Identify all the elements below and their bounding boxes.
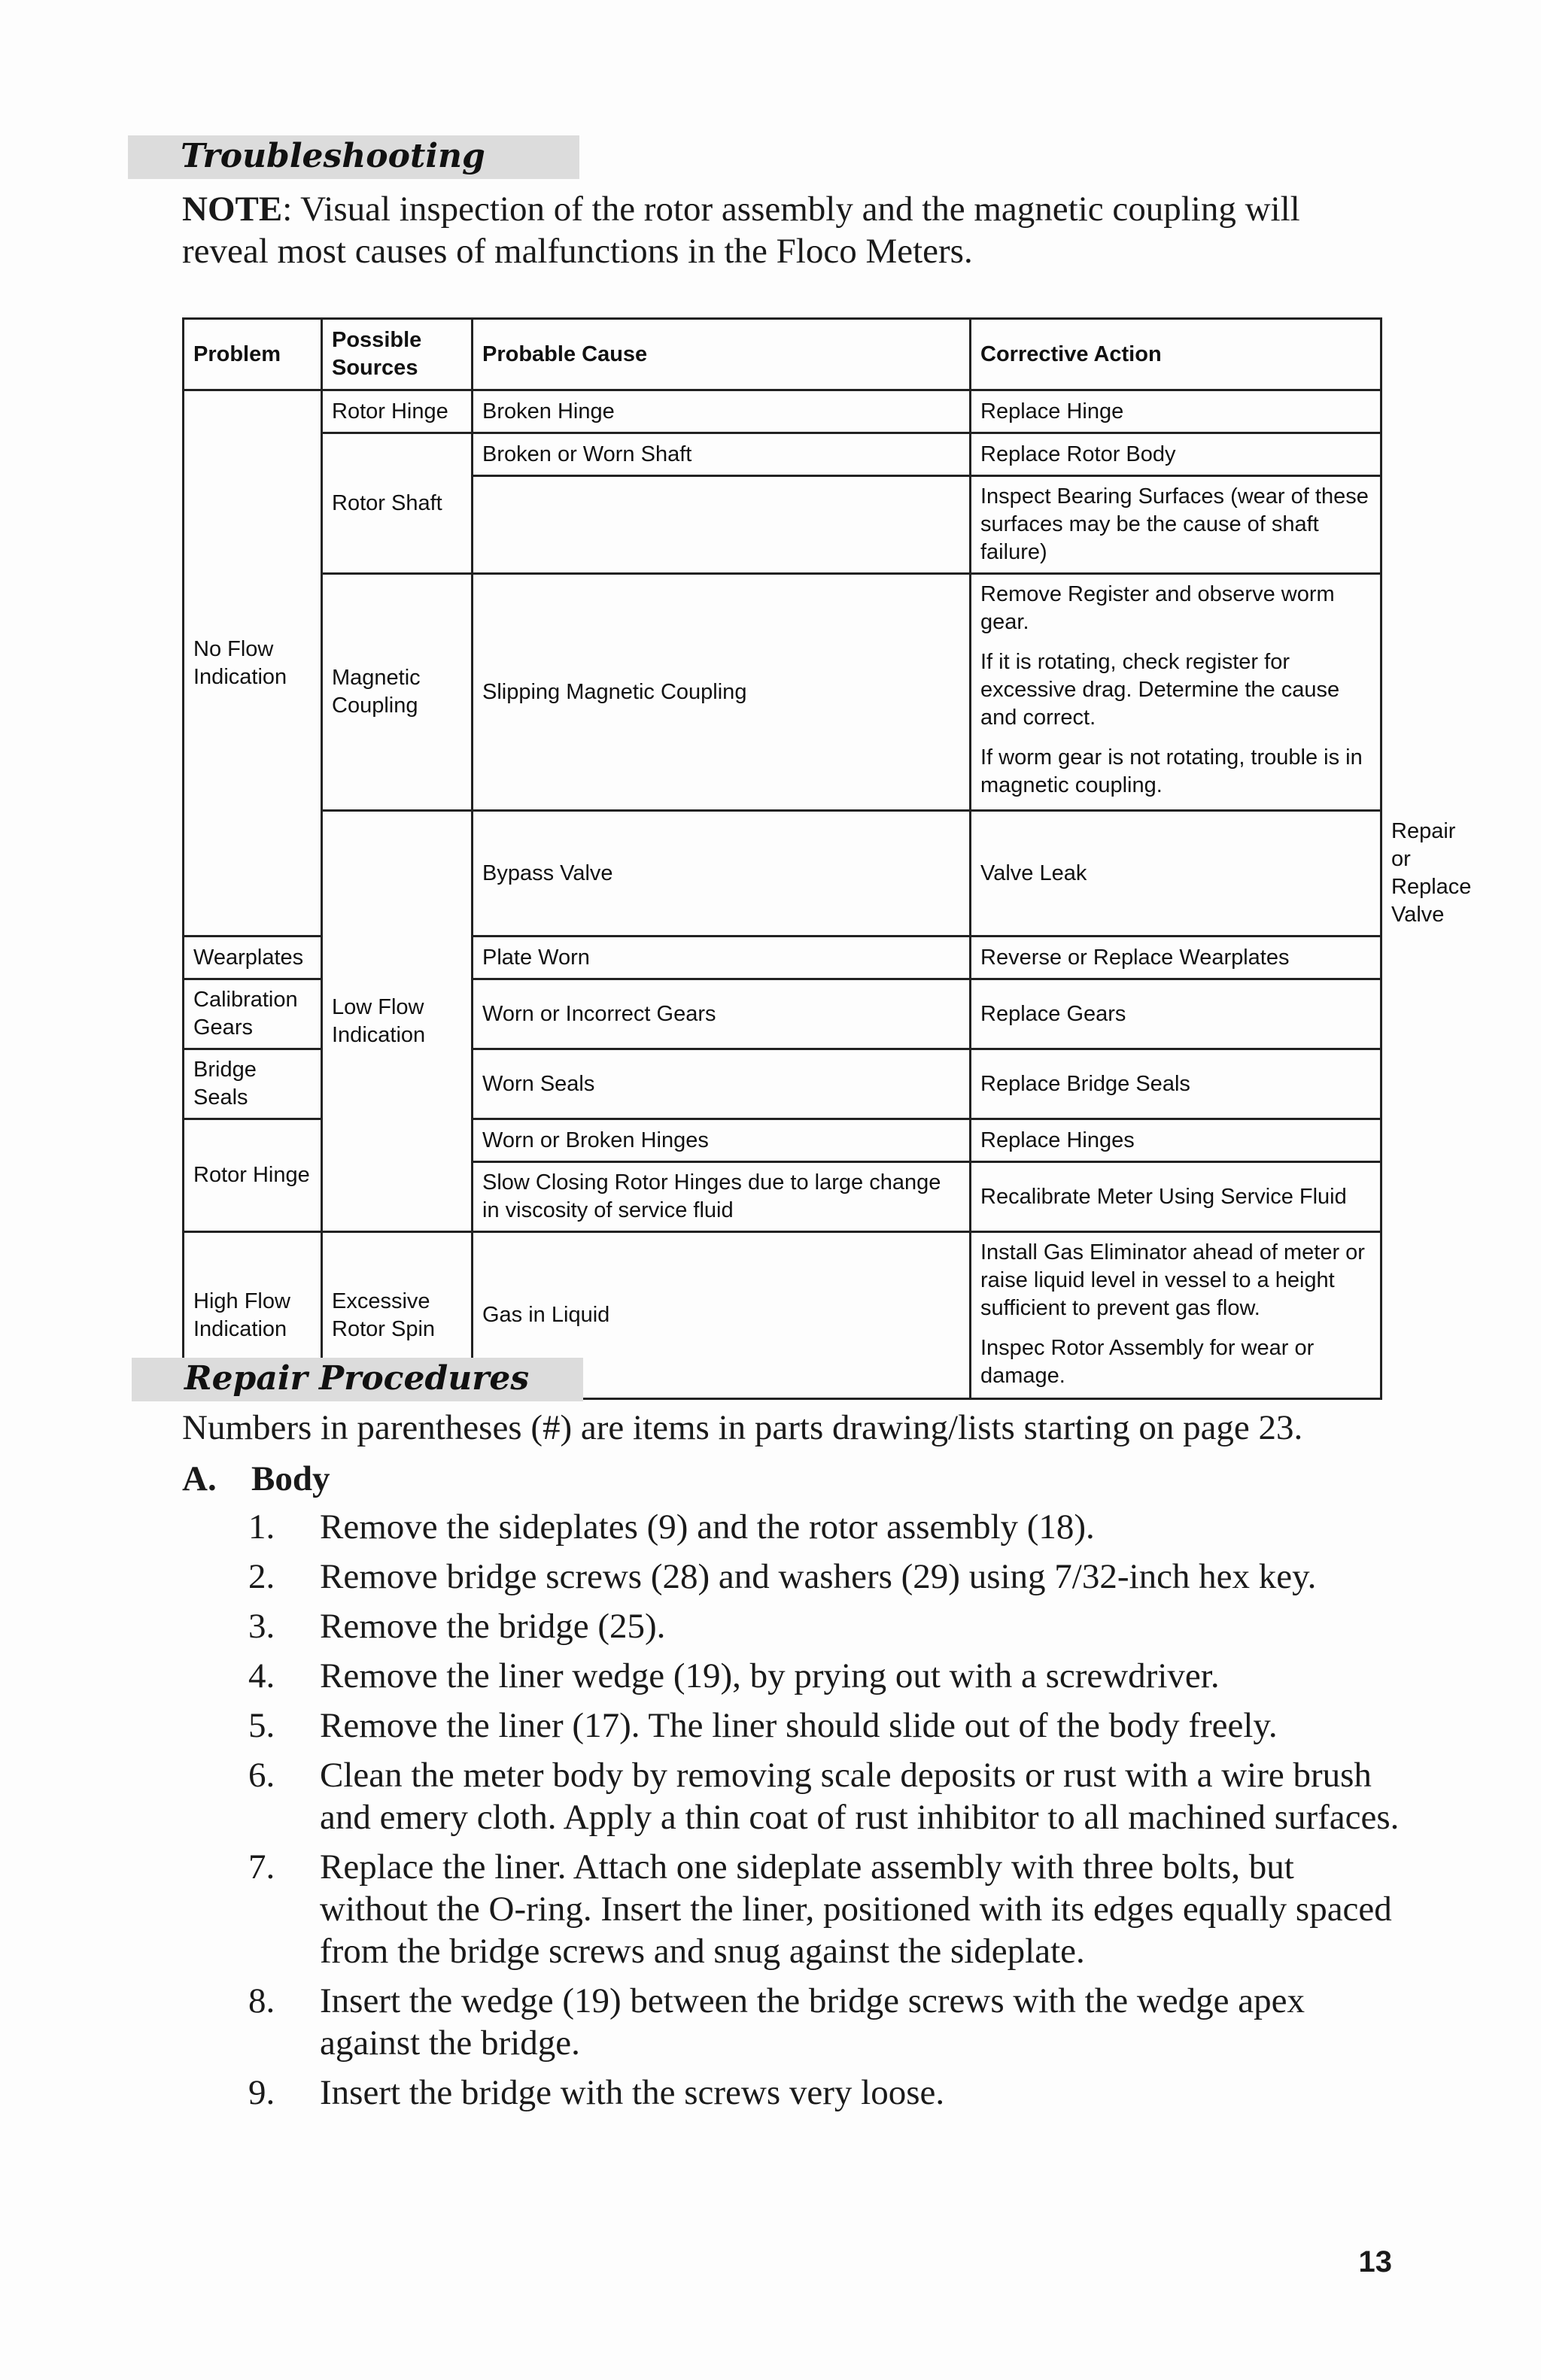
repair-steps-list — [248, 1506, 1407, 2121]
step-number: 6. — [248, 1756, 275, 1795]
action-cell: Replace Rotor Body — [971, 433, 1381, 476]
action-line: If worm gear is not rotating, trouble is in magnetic coupling. — [980, 745, 1363, 797]
page-number: 13 — [1358, 2245, 1392, 2278]
table-row — [184, 574, 1381, 811]
cause-cell: Worn or Incorrect Gears — [473, 979, 971, 1049]
action-cell: Reverse or Replace Wearplates — [971, 937, 1381, 979]
header-problem: Problem — [184, 319, 322, 390]
source-cell: Bypass Valve — [473, 811, 971, 937]
step-number: 5. — [248, 1706, 275, 1745]
list-item — [248, 1980, 1407, 2064]
list-item — [248, 1754, 1407, 1838]
problem-high-flow: High Flow Indication — [184, 1232, 322, 1399]
source-cell: Magnetic Coupling — [322, 574, 473, 811]
table-row: Low Flow Indication Bypass Valve Valve Leak Repair or Replace Valve — [184, 811, 1381, 937]
step-text: Remove the liner wedge (19), by prying out with a screwdriver. — [320, 1656, 1220, 1695]
step-number: 7. — [248, 1847, 275, 1887]
source-cell: Calibration Gears — [184, 979, 322, 1049]
step-number: 4. — [248, 1656, 275, 1695]
cause-cell: Broken or Worn Shaft — [473, 433, 971, 476]
step-text: Replace the liner. Attach one sideplate assembly with three bolts, but without the O-ring. Insert the liner, positioned with its edges equally spaced from the bridge screws and snug against the sideplate. — [320, 1847, 1392, 1971]
action-line: If it is rotating, check register for excessive drag. Determine the cause and correct. — [980, 650, 1340, 730]
repair-procedures-heading: Repair Procedures — [132, 1358, 583, 1401]
step-number: 9. — [248, 2073, 275, 2112]
action-cell: Replace Gears — [971, 979, 1381, 1049]
table-header-row — [184, 319, 1381, 390]
source-cell: Wearplates — [184, 937, 322, 979]
cause-cell: Valve Leak — [971, 811, 1381, 937]
table-row — [184, 433, 1381, 476]
list-item — [248, 1655, 1407, 1697]
action-cell: Replace Bridge Seals — [971, 1049, 1381, 1119]
header-possible-sources: Possible Sources — [322, 319, 473, 390]
step-text: Remove the sideplates (9) and the rotor assembly (18). — [320, 1507, 1095, 1547]
cause-cell: Plate Worn — [473, 937, 971, 979]
action-cell: Replace Hinge — [971, 390, 1381, 433]
action-cell: Replace Hinges — [971, 1119, 1381, 1162]
list-item — [248, 1556, 1407, 1598]
problem-no-flow: No Flow Indication — [184, 390, 322, 937]
source-cell: Rotor Hinge — [184, 1119, 322, 1232]
action-line: Remove Register and observe worm gear. — [980, 582, 1335, 634]
repair-intro: Numbers in parentheses (#) are items in parts drawing/lists starting on page 23. — [182, 1408, 1303, 1447]
step-text: Insert the bridge with the screws very loose. — [320, 2073, 945, 2112]
troubleshooting-table — [182, 317, 1472, 1400]
problem-low-flow: Low Flow Indication — [322, 811, 473, 1232]
source-cell: Rotor Shaft — [322, 433, 473, 574]
step-text: Remove bridge screws (28) and washers (29) using 7/32-inch hex key. — [320, 1557, 1317, 1596]
list-item — [248, 1846, 1407, 1972]
source-cell: Bridge Seals — [184, 1049, 322, 1119]
step-number: 1. — [248, 1507, 275, 1547]
header-corrective-action: Corrective Action — [971, 319, 1381, 390]
section-title: Body — [251, 1459, 330, 1498]
table-row — [184, 390, 1381, 433]
cause-cell: Worn or Broken Hinges — [473, 1119, 971, 1162]
cause-cell: Slipping Magnetic Coupling — [473, 574, 971, 811]
cause-cell: Worn Seals — [473, 1049, 971, 1119]
cause-cell — [473, 476, 971, 574]
troubleshooting-heading: Troubleshooting — [128, 135, 579, 179]
section-a-heading — [182, 1456, 330, 1501]
cause-cell: Gas in Liquid — [473, 1232, 971, 1399]
step-text: Remove the liner (17). The liner should slide out of the body freely. — [320, 1706, 1278, 1745]
list-item — [248, 2072, 1407, 2114]
header-probable-cause: Probable Cause — [473, 319, 971, 390]
step-number: 3. — [248, 1607, 275, 1646]
section-label: A. — [182, 1459, 217, 1498]
note-paragraph — [182, 188, 1386, 272]
note-label: NOTE — [182, 190, 283, 229]
action-cell — [971, 1232, 1381, 1399]
list-item — [248, 1705, 1407, 1747]
list-item — [248, 1605, 1407, 1647]
step-number: 8. — [248, 1981, 275, 2020]
list-item — [248, 1506, 1407, 1548]
action-cell — [971, 574, 1381, 811]
cause-cell: Slow Closing Rotor Hinges due to large change in viscosity of service fluid — [473, 1162, 971, 1232]
action-cell: Recalibrate Meter Using Service Fluid — [971, 1162, 1381, 1232]
action-line: Inspec Rotor Assembly for wear or damage. — [980, 1336, 1315, 1388]
action-cell: Inspect Bearing Surfaces (wear of these surfaces may be the cause of shaft failure) — [971, 476, 1381, 574]
step-number: 2. — [248, 1557, 275, 1596]
cause-cell: Broken Hinge — [473, 390, 971, 433]
source-cell: Excessive Rotor Spin — [322, 1232, 473, 1399]
step-text: Insert the wedge (19) between the bridge screws with the wedge apex against the bridge. — [320, 1981, 1305, 2063]
action-line: Install Gas Eliminator ahead of meter or raise liquid level in vessel to a height sufficient to prevent gas flow. — [980, 1240, 1365, 1320]
step-text: Remove the bridge (25). — [320, 1607, 666, 1646]
step-text: Clean the meter body by removing scale deposits or rust with a wire brush and emery cloth. Apply a thin coat of rust inhibitor to all machined surfaces. — [320, 1756, 1400, 1837]
note-text: : Visual inspection of the rotor assembly and the magnetic coupling will reveal most causes of malfunctions in the Floco Meters. — [182, 190, 1300, 271]
source-cell: Rotor Hinge — [322, 390, 473, 433]
